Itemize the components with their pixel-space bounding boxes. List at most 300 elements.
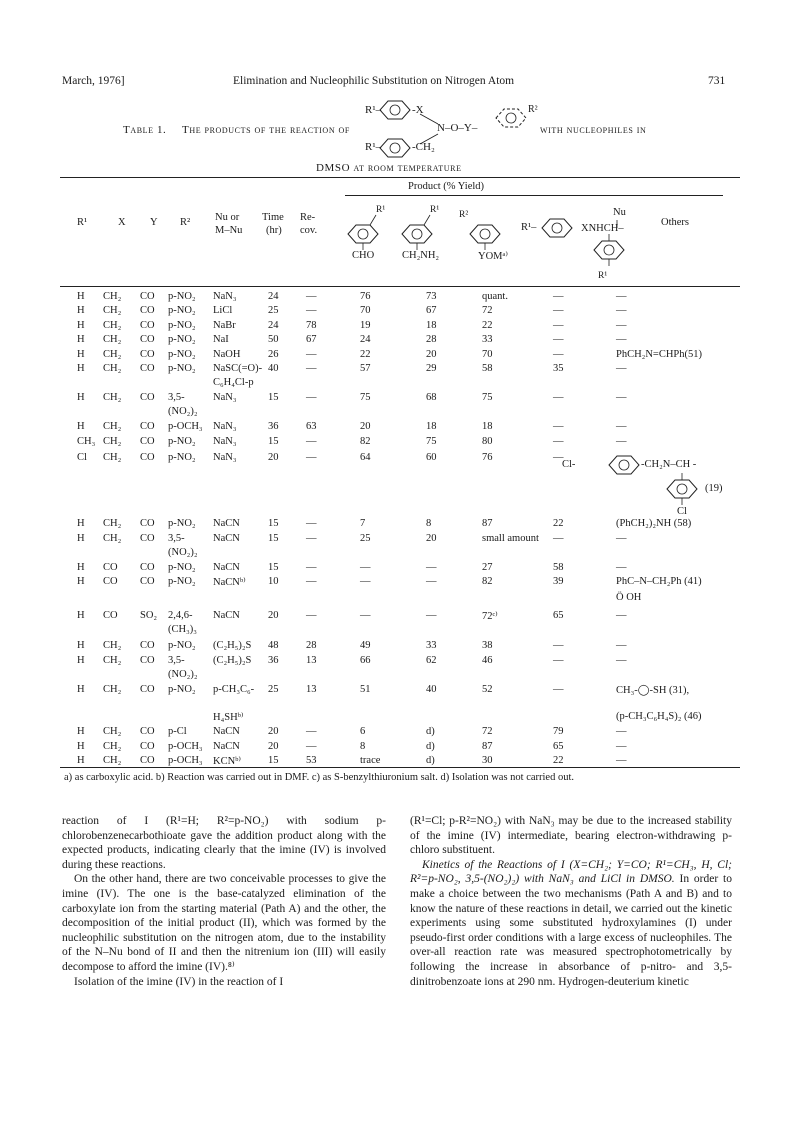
col-time-1: Time bbox=[262, 212, 284, 223]
col-r1: R¹ bbox=[77, 217, 88, 228]
table-row bbox=[60, 518, 740, 532]
cell-time: 20 bbox=[268, 610, 279, 621]
table-footnote: a) as carboxylic acid. b) Reaction was carried out in DMF. c) as S-benzylthiuronium salt. d) Isolation was not carried out. bbox=[64, 772, 575, 783]
cell-y: CO bbox=[140, 726, 155, 737]
table-row bbox=[60, 392, 740, 406]
cell-nh: — bbox=[553, 349, 564, 360]
cell-r1: H bbox=[77, 755, 85, 766]
cell-nh: 65 bbox=[553, 610, 564, 621]
p3-sub: YOMᵃ⁾ bbox=[478, 251, 508, 262]
col-others: Others bbox=[661, 217, 689, 228]
cell-oth: — bbox=[616, 726, 627, 737]
cell-nu: NaI bbox=[213, 334, 229, 345]
cell-y: CO bbox=[140, 576, 155, 587]
p4-r: R¹– bbox=[521, 222, 537, 233]
cell-ch2: 28 bbox=[426, 334, 437, 345]
table-row bbox=[60, 406, 740, 420]
cell-y: CO bbox=[140, 305, 155, 316]
cl-structure-yield: (19) bbox=[705, 483, 723, 494]
cell-r1: H bbox=[77, 305, 85, 316]
table-row bbox=[60, 320, 740, 334]
product-structures bbox=[340, 200, 650, 280]
cell-y: CO bbox=[140, 518, 155, 529]
ch2-label: -CH₂ bbox=[412, 141, 435, 153]
cell-yom: small amount bbox=[482, 533, 539, 544]
cell-yom: 72 bbox=[482, 726, 493, 737]
cell-x: CH₂ bbox=[103, 305, 122, 316]
cell-ch2: 40 bbox=[426, 684, 437, 695]
right-column bbox=[410, 814, 732, 989]
cell-r1: H bbox=[77, 655, 85, 666]
cell-r2: p-OCH₃ bbox=[168, 755, 203, 766]
cell-r2: p-NO₂ bbox=[168, 684, 196, 695]
cell-yom: 72ᶜ⁾ bbox=[482, 611, 498, 622]
cell-ch2: d) bbox=[426, 741, 435, 752]
cell-y: CO bbox=[140, 436, 155, 447]
cell-x: CH₂ bbox=[103, 334, 122, 345]
cell-yom: 38 bbox=[482, 640, 493, 651]
cell-cho: 25 bbox=[360, 533, 371, 544]
cell-oth: Ö OH bbox=[616, 592, 642, 603]
cell-r2: p-OCH₃ bbox=[168, 421, 203, 432]
cell-time: 20 bbox=[268, 741, 279, 752]
cell-nh: 58 bbox=[553, 562, 564, 573]
cell-x: CH₂ bbox=[103, 452, 122, 463]
cell-nh: 35 bbox=[553, 363, 564, 374]
cell-ch2: 33 bbox=[426, 640, 437, 651]
cell-x: CH₂ bbox=[103, 533, 122, 544]
cell-x: CH₂ bbox=[103, 392, 122, 403]
p5-r: R¹ bbox=[598, 271, 608, 281]
cell-nu: NaCN bbox=[213, 533, 240, 544]
cell-nh: — bbox=[553, 533, 564, 544]
cell-r2: p-NO₂ bbox=[168, 452, 196, 463]
table-row bbox=[60, 363, 740, 377]
cell-nu: NaSC(=O)- bbox=[213, 363, 263, 374]
p3-r: R² bbox=[459, 210, 469, 220]
cell-nu: NaCN bbox=[213, 562, 240, 573]
cell-r2: p-NO₂ bbox=[168, 305, 196, 316]
cell-yom: 76 bbox=[482, 452, 493, 463]
product-header: Product (% Yield) bbox=[408, 181, 485, 192]
table-row bbox=[60, 436, 740, 450]
cell-x: CH₂ bbox=[103, 741, 122, 752]
cell-cho: — bbox=[360, 562, 371, 573]
cell-oth: — bbox=[616, 562, 627, 573]
cell-oth: — bbox=[616, 436, 627, 447]
cell-nh: 22 bbox=[553, 518, 564, 529]
cell-nh: — bbox=[553, 421, 564, 432]
cell-rec: — bbox=[306, 363, 317, 374]
p5-main: XNHCH– bbox=[581, 223, 624, 234]
cell-y: CO bbox=[140, 562, 155, 573]
cell-time: 36 bbox=[268, 655, 279, 666]
cell-yom: 46 bbox=[482, 655, 493, 666]
cell-rec: — bbox=[306, 392, 317, 403]
p1-sub: CHO bbox=[352, 250, 375, 261]
cell-x: CH₂ bbox=[103, 755, 122, 766]
table-row bbox=[60, 349, 740, 363]
cell-x: CH₂ bbox=[103, 518, 122, 529]
cl-structure-bottom: Cl bbox=[677, 506, 687, 517]
table-bottom-rule bbox=[60, 767, 740, 768]
cell-y: CO bbox=[140, 755, 155, 766]
cell-nh: — bbox=[553, 684, 564, 695]
cell-y: CO bbox=[140, 655, 155, 666]
cell-r1: H bbox=[77, 562, 85, 573]
cell-nu: (C₂H₅)₂S bbox=[213, 655, 252, 666]
cell-r2: p-NO₂ bbox=[168, 640, 196, 651]
cell-oth: — bbox=[616, 640, 627, 651]
r2-label: R² bbox=[528, 104, 538, 115]
cell-cho: 76 bbox=[360, 291, 371, 302]
p2-r: R¹ bbox=[430, 205, 440, 215]
noy-label: N–O–Y– bbox=[437, 122, 478, 134]
cell-ch2: 18 bbox=[426, 320, 437, 331]
cell-y: CO bbox=[140, 334, 155, 345]
cell-yom: 58 bbox=[482, 363, 493, 374]
cell-oth: (PhCH₂)₂NH (58) bbox=[616, 518, 692, 529]
aromatic-circle bbox=[390, 143, 400, 153]
cell-time: 10 bbox=[268, 576, 279, 587]
right-paragraph-1: (R¹=Cl; p-R²=NO₂) with NaN₃ may be due to the increased stability of the imine (IV) intermediate, bearing electron-withdrawing p-chloro substituent. bbox=[410, 815, 732, 857]
header-date: March, 1976] bbox=[62, 75, 125, 87]
cell-y: CO bbox=[140, 291, 155, 302]
running-title: Elimination and Nucleophilic Substitution on Nitrogen Atom bbox=[233, 75, 515, 87]
cell-cho: 20 bbox=[360, 421, 371, 432]
table-row bbox=[60, 377, 740, 391]
cell-r2: p-NO₂ bbox=[168, 436, 196, 447]
cell-nh: 79 bbox=[553, 726, 564, 737]
cell-x: CH₂ bbox=[103, 421, 122, 432]
cell-rec: 67 bbox=[306, 334, 317, 345]
cell-rec: — bbox=[306, 291, 317, 302]
table-row bbox=[60, 741, 740, 755]
cell-nu: NaCN bbox=[213, 518, 240, 529]
cell-nu: (C₂H₅)₂S bbox=[213, 640, 252, 651]
cell-r2: p-NO₂ bbox=[168, 363, 196, 374]
cell-r1: H bbox=[77, 576, 85, 587]
cell-oth: CH₃-◯-SH (31), bbox=[616, 685, 690, 696]
cell-x: CO bbox=[103, 576, 118, 587]
cell-oth: PhCH₂N=CHPh(51) bbox=[616, 349, 703, 360]
cell-x: CO bbox=[103, 610, 118, 621]
cell-ch2: 18 bbox=[426, 421, 437, 432]
cell-x: CO bbox=[103, 562, 118, 573]
cell-rec: 28 bbox=[306, 640, 317, 651]
table-row bbox=[60, 291, 740, 305]
kinetics-heading: Kinetics of the Reactions of I (X=CH₂; Y=CO; R¹=CH₃, H, Cl; R²=p-NO₂, 3,5-(NO₂)₂) with NaN₃ and LiCl in DMSO. bbox=[410, 858, 732, 886]
cell-r2: (NO₂)₂ bbox=[168, 406, 198, 417]
cell-cho: 70 bbox=[360, 305, 371, 316]
aromatic-circle bbox=[506, 113, 516, 123]
table-row bbox=[60, 334, 740, 348]
col-rec-2: cov. bbox=[300, 225, 318, 236]
cell-nu: NaN₃ bbox=[213, 392, 237, 403]
cell-rec: — bbox=[306, 533, 317, 544]
cell-r2: (CH₃)₃ bbox=[168, 624, 197, 635]
cell-rec: — bbox=[306, 436, 317, 447]
col-x: X bbox=[118, 217, 126, 228]
x-label: -X bbox=[412, 104, 424, 116]
cell-nu: p-CH₃C₆- bbox=[213, 684, 255, 695]
cell-oth: — bbox=[616, 755, 627, 766]
col-y: Y bbox=[150, 217, 158, 228]
cell-r1: H bbox=[77, 726, 85, 737]
table-row bbox=[60, 711, 740, 725]
cell-oth: — bbox=[616, 421, 627, 432]
cell-r1: H bbox=[77, 610, 85, 621]
table-row bbox=[60, 684, 740, 698]
cell-y: CO bbox=[140, 533, 155, 544]
cell-cho: 8 bbox=[360, 741, 366, 752]
cell-ch2: — bbox=[426, 576, 437, 587]
table-row bbox=[60, 640, 740, 654]
table-row bbox=[60, 576, 740, 590]
cell-r1: H bbox=[77, 684, 85, 695]
cell-ch2: 75 bbox=[426, 436, 437, 447]
cell-x: CH₂ bbox=[103, 726, 122, 737]
cell-oth: — bbox=[616, 305, 627, 316]
cell-r1: H bbox=[77, 392, 85, 403]
cell-cho: 22 bbox=[360, 349, 371, 360]
cell-rec: 53 bbox=[306, 755, 317, 766]
cell-nu: NaN₃ bbox=[213, 291, 237, 302]
cell-oth: — bbox=[616, 610, 627, 621]
cell-oth: (p-CH₃C₆H₄S)₂ (46) bbox=[616, 711, 702, 722]
cell-r2: p-OCH₃ bbox=[168, 741, 203, 752]
cell-nu: C₆H₄Cl-p bbox=[213, 377, 254, 388]
table-row bbox=[60, 669, 740, 683]
p1-r: R¹ bbox=[376, 205, 386, 215]
cell-r2: p-NO₂ bbox=[168, 334, 196, 345]
cell-yom: 87 bbox=[482, 741, 493, 752]
kinetics-text: In order to make a choice between the two mechanisms (Path A and B) and to know the nature of these reactions in detail, we carried out the kinetic experiments using some substituted hydroxylamines (I) under pseudo-first order conditions with a large excess of nucleophiles. The over-all reaction rate was measured spectrophotometrically by following the increase in absorbance of p-nitro- and 3,5-dinitrobenzoate ions at 290 nm. Hydrogen-deuterium kinetic bbox=[410, 873, 732, 988]
cell-nh: — bbox=[553, 320, 564, 331]
cell-nh: — bbox=[553, 291, 564, 302]
cl-structure-left: Cl- bbox=[562, 459, 576, 470]
table-top-rule bbox=[60, 177, 740, 178]
left-column bbox=[62, 814, 386, 989]
cell-cho: 19 bbox=[360, 320, 371, 331]
cell-yom: 87 bbox=[482, 518, 493, 529]
cell-nu: NaN₃ bbox=[213, 436, 237, 447]
cell-nu: NaCN bbox=[213, 726, 240, 737]
cell-r1: H bbox=[77, 421, 85, 432]
benzene-ring-right bbox=[496, 109, 526, 127]
cell-r2: (NO₂)₂ bbox=[168, 669, 198, 680]
cell-time: 15 bbox=[268, 392, 279, 403]
r1-label-top: R¹– bbox=[365, 104, 382, 116]
cell-nh: — bbox=[553, 334, 564, 345]
cell-x: CH₂ bbox=[103, 291, 122, 302]
cell-x: CH₂ bbox=[103, 684, 122, 695]
cell-y: CO bbox=[140, 363, 155, 374]
cell-rec: — bbox=[306, 349, 317, 360]
cell-x: CH₂ bbox=[103, 349, 122, 360]
cell-yom: 27 bbox=[482, 562, 493, 573]
cell-ch2: — bbox=[426, 610, 437, 621]
col-time-2: (hr) bbox=[266, 225, 282, 236]
cell-y: CO bbox=[140, 349, 155, 360]
cell-rec: — bbox=[306, 452, 317, 463]
cell-nu: NaBr bbox=[213, 320, 236, 331]
cell-yom: 22 bbox=[482, 320, 493, 331]
cell-time: 15 bbox=[268, 533, 279, 544]
cell-r1: H bbox=[77, 363, 85, 374]
cell-nu: NaN₃ bbox=[213, 452, 237, 463]
cell-time: 26 bbox=[268, 349, 279, 360]
cell-nh: — bbox=[553, 655, 564, 666]
table-row bbox=[60, 610, 740, 624]
cell-r1: Cl bbox=[77, 452, 87, 463]
left-paragraph-1: reaction of I (R¹=H; R²=p-NO₂) with sodium p-chlorobenzenecarbothioate gave the addition product along with the expected products, indicating clearly that the imine (IV) is involved during these reactions. bbox=[62, 815, 386, 871]
cell-ch2: 67 bbox=[426, 305, 437, 316]
cell-nu: KCNᵇ⁾ bbox=[213, 756, 241, 767]
table-header-rule bbox=[60, 286, 740, 287]
cell-rec: 13 bbox=[306, 655, 317, 666]
cell-cho: — bbox=[360, 610, 371, 621]
cell-ch2: 60 bbox=[426, 452, 437, 463]
cell-r2: (NO₂)₂ bbox=[168, 547, 198, 558]
cell-rec: — bbox=[306, 562, 317, 573]
cell-r2: p-NO₂ bbox=[168, 576, 196, 587]
cell-nh: — bbox=[553, 392, 564, 403]
p5-nu: Nu bbox=[613, 207, 626, 218]
cell-yom: 75 bbox=[482, 392, 493, 403]
cell-oth: — bbox=[616, 334, 627, 345]
cell-nh: 39 bbox=[553, 576, 564, 587]
cell-cho: 66 bbox=[360, 655, 371, 666]
cell-ch2: 20 bbox=[426, 349, 437, 360]
left-paragraph-3: Isolation of the imine (IV) in the reaction of I bbox=[74, 975, 284, 988]
cell-x: CH₂ bbox=[103, 655, 122, 666]
cell-nu: H₄SHᵇ⁾ bbox=[213, 712, 244, 723]
cell-time: 24 bbox=[268, 320, 279, 331]
cell-ch2: — bbox=[426, 562, 437, 573]
cell-ch2: 68 bbox=[426, 392, 437, 403]
cell-cho: 57 bbox=[360, 363, 371, 374]
cell-ch2: 8 bbox=[426, 518, 432, 529]
cell-r2: p-NO₂ bbox=[168, 291, 196, 302]
col-r2: R² bbox=[180, 217, 191, 228]
cell-r2: p-NO₂ bbox=[168, 562, 196, 573]
right-paragraph-2 bbox=[410, 858, 732, 989]
col-rec-1: Re- bbox=[300, 212, 316, 223]
cell-y: CO bbox=[140, 640, 155, 651]
cell-y: CO bbox=[140, 320, 155, 331]
cell-time: 50 bbox=[268, 334, 279, 345]
cell-time: 15 bbox=[268, 436, 279, 447]
cell-ch2: 73 bbox=[426, 291, 437, 302]
benzene-ring-top bbox=[380, 101, 410, 119]
cell-cho: 82 bbox=[360, 436, 371, 447]
table-caption-text: The products of the reaction of bbox=[182, 124, 350, 136]
table-row bbox=[60, 305, 740, 319]
cell-r1: H bbox=[77, 291, 85, 302]
cell-oth: — bbox=[616, 533, 627, 544]
cell-y: CO bbox=[140, 392, 155, 403]
cell-time: 25 bbox=[268, 684, 279, 695]
cell-ch2: 29 bbox=[426, 363, 437, 374]
cell-r2: p-Cl bbox=[168, 726, 187, 737]
cell-oth: — bbox=[616, 741, 627, 752]
cell-oth: — bbox=[616, 655, 627, 666]
cell-nu: LiCl bbox=[213, 305, 233, 316]
cell-nu: NaCN bbox=[213, 610, 240, 621]
table-row bbox=[60, 533, 740, 547]
cell-r2: 2,4,6- bbox=[168, 610, 193, 621]
benzene-ring-bottom bbox=[380, 139, 410, 157]
left-paragraph-2: On the other hand, there are two conceivable processes to give the imine (IV). The one is the base-catalyzed elimination of the carboxylate ion from the starting material (Path A) and the other, the decomposition of the initial product (II), which was formed by the nucleophilic substitution on the nitrogen atom, due to the instability of the N–Nu bond of II and then the nitrenium ion (III) will easily decompose to afford the imine (IV).⁸⁾ bbox=[62, 873, 386, 973]
cell-x: CH₂ bbox=[103, 436, 122, 447]
cell-nh: — bbox=[553, 640, 564, 651]
cell-nh: — bbox=[553, 305, 564, 316]
cell-oth: — bbox=[616, 291, 627, 302]
cell-yom: 33 bbox=[482, 334, 493, 345]
cell-cho: 51 bbox=[360, 684, 371, 695]
cell-yom: 18 bbox=[482, 421, 493, 432]
table-row bbox=[60, 547, 740, 561]
cell-x: CH₂ bbox=[103, 363, 122, 374]
col-nu-2: M–Nu bbox=[215, 225, 243, 236]
table-row bbox=[60, 562, 740, 576]
product-header-rule bbox=[345, 195, 723, 196]
table-caption-line2: DMSO at room temperature bbox=[316, 162, 462, 174]
cell-yom: 52 bbox=[482, 684, 493, 695]
cell-nu: NaCN bbox=[213, 741, 240, 752]
cell-cho: 64 bbox=[360, 452, 371, 463]
cell-rec: — bbox=[306, 741, 317, 752]
cell-time: 36 bbox=[268, 421, 279, 432]
table-row bbox=[60, 421, 740, 435]
col-nu-1: Nu or bbox=[215, 212, 240, 223]
table-row bbox=[60, 592, 740, 606]
cell-yom: 72 bbox=[482, 305, 493, 316]
cell-nh: 65 bbox=[553, 741, 564, 752]
cell-r2: 3,5- bbox=[168, 533, 185, 544]
cell-time: 15 bbox=[268, 755, 279, 766]
cell-cho: — bbox=[360, 576, 371, 587]
cell-nh: — bbox=[553, 452, 564, 463]
cell-yom: 80 bbox=[482, 436, 493, 447]
cell-cho: 7 bbox=[360, 518, 366, 529]
cell-r1: H bbox=[77, 349, 85, 360]
cell-rec: — bbox=[306, 726, 317, 737]
cell-oth: PhC–N–CH₂Ph (41) bbox=[616, 576, 702, 587]
cell-r1: H bbox=[77, 320, 85, 331]
cell-nh: — bbox=[553, 436, 564, 447]
cell-r2: p-NO₂ bbox=[168, 349, 196, 360]
cell-cho: 6 bbox=[360, 726, 366, 737]
r1-label-bottom: R¹– bbox=[365, 141, 382, 153]
cell-cho: trace bbox=[360, 755, 381, 766]
cell-y: SO₂ bbox=[140, 610, 158, 621]
cell-cho: 49 bbox=[360, 640, 371, 651]
cell-r1: H bbox=[77, 533, 85, 544]
cell-yom: quant. bbox=[482, 291, 508, 302]
cell-nu: NaCNᵇ⁾ bbox=[213, 577, 246, 588]
cell-nu: NaN₃ bbox=[213, 421, 237, 432]
aromatic-circle bbox=[390, 105, 400, 115]
cell-cho: 75 bbox=[360, 392, 371, 403]
cell-y: CO bbox=[140, 684, 155, 695]
cell-cho: 24 bbox=[360, 334, 371, 345]
cell-r1: H bbox=[77, 518, 85, 529]
cell-x: CH₂ bbox=[103, 320, 122, 331]
cell-nh: 22 bbox=[553, 755, 564, 766]
cell-time: 40 bbox=[268, 363, 279, 374]
